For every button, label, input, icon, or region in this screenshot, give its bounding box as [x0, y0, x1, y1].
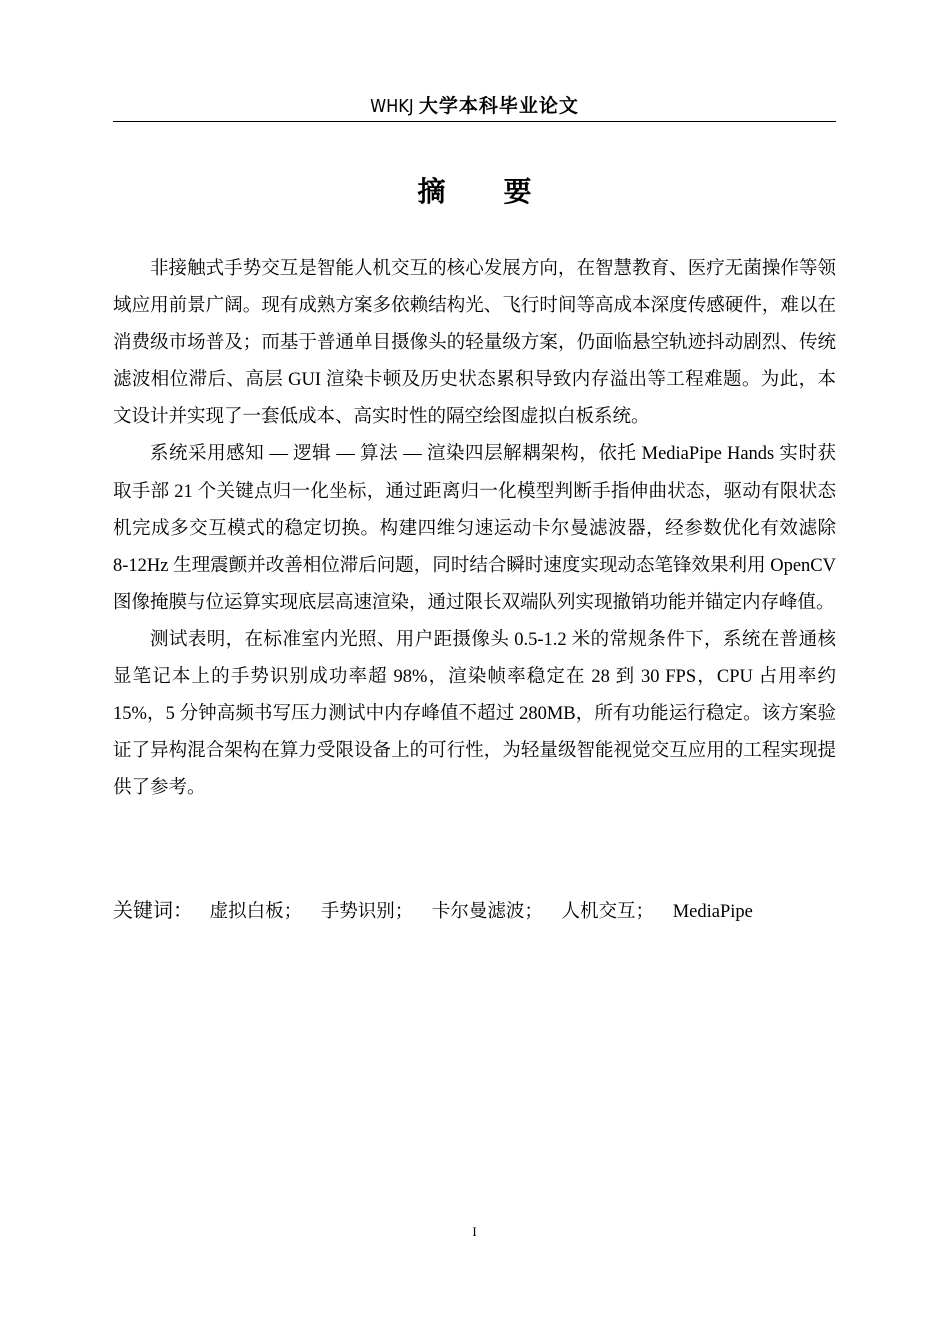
abstract-title-char-1: 摘: [417, 175, 446, 208]
abstract-paragraph-1: 非接触式手势交互是智能人机交互的核心发展方向，在智慧教育、医疗无菌操作等领域应用前景广阔。现有成熟方案多依赖结构光、飞行时间等高成本深度传感硬件，难以在消费级市场普及；而基于普通单目摄像头的轻量级方案，仍面临悬空轨迹抖动剧烈、传统滤波相位滞后、高层 GUI 渲染卡顿及历史状态累积导致内存溢出等工程难题。为此，本文设计并实现了一套低成本、高实时性的隔空绘图虚拟白板系统。: [113, 259, 836, 428]
abstract-title-char-2: 要: [503, 175, 532, 208]
keyword-item: 虚拟白板；: [209, 902, 303, 922]
keywords-line: [113, 894, 836, 928]
abstract-body: [113, 251, 836, 807]
keyword-item: 人机交互；: [561, 902, 655, 922]
abstract-title: [113, 172, 836, 212]
header-school-code: WHKJ: [370, 96, 414, 117]
keywords-label: 关键词：: [113, 898, 193, 922]
page-number: I: [472, 1224, 477, 1239]
page-header: [113, 94, 836, 122]
abstract-paragraph-2: 系统采用感知 — 逻辑 — 算法 — 渲染四层解耦架构，依托 MediaPipe Hands 实时获取手部 21 个关键点归一化坐标，通过距离归一化模型判断手指伸曲状态，驱动有限状态机完成多交互模式的稳定切换。构建四维匀速运动卡尔曼滤波器，经参数优化有效滤除 8-12Hz 生理震颤并改善相位滞后问题，同时结合瞬时速度实现动态笔锋效果利用 OpenCV 图像掩膜与位运算实现底层高速渲染，通过限长双端队列实现撤销功能并锚定内存峰值。: [113, 444, 836, 613]
keyword-item: 卡尔曼滤波；: [431, 902, 543, 922]
header-doc-type: 大学本科毕业论文: [418, 95, 579, 117]
abstract-paragraph-3: 测试表明，在标准室内光照、用户距摄像头 0.5-1.2 米的常规条件下，系统在普通核显笔记本上的手势识别成功率超 98%，渲染帧率稳定在 28 到 30 FPS，CPU 占用率约 15%，5 分钟高频书写压力测试中内存峰值不超过 280MB，所有功能运行稳定。该方案验证了异构混合架构在算力受限设备上的可行性，为轻量级智能视觉交互应用的工程实现提供了参考。: [113, 629, 836, 799]
keyword-item: 手势识别；: [320, 902, 414, 922]
keyword-item: MediaPipe: [672, 902, 753, 922]
